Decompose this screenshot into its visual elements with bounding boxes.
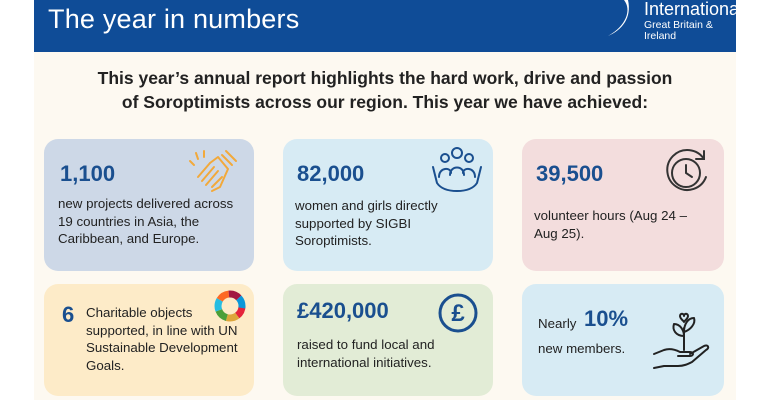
stat-prefix: Nearly xyxy=(538,316,577,331)
sdg-wheel-icon xyxy=(212,288,248,324)
intro-line-1: This year’s annual report highlights the hard work, drive and passion xyxy=(97,68,673,88)
stat-number: 10% xyxy=(584,306,629,331)
stat-number: 1,100 xyxy=(60,161,116,186)
stat-description: Charitable objects supported, in line with UN Sustainable Development Goals. xyxy=(86,305,238,373)
main-content xyxy=(34,52,736,400)
intro-line-2: of Soroptimists across our region. This year we have achieved: xyxy=(121,92,649,112)
stat-card-new-members xyxy=(522,284,724,396)
svg-text:£: £ xyxy=(451,300,465,327)
seedling-in-hand-icon xyxy=(650,310,714,370)
stat-number: 39,500 xyxy=(536,161,604,186)
pound-coin-icon xyxy=(437,292,479,334)
brand-subtitle: Great Britain & Ireland xyxy=(644,19,713,42)
stat-card-funds-raised xyxy=(283,284,493,396)
stat-card-projects xyxy=(44,139,254,271)
stat-description: women and girls directly supported by SIGBI Soroptimists. xyxy=(295,198,438,248)
clapping-hands-icon xyxy=(188,147,240,195)
stat-number: 82,000 xyxy=(297,161,365,186)
stat-card-charitable-objects xyxy=(44,284,254,396)
page-title: The year in numbers xyxy=(48,4,300,34)
brand-name: International xyxy=(644,0,744,19)
stat-number: £420,000 xyxy=(297,298,389,323)
stat-number: 6 xyxy=(62,302,75,327)
stat-card-volunteer-hours xyxy=(522,139,724,271)
stat-description: new members. xyxy=(538,341,626,356)
stat-description: volunteer hours (Aug 24 – Aug 25). xyxy=(534,208,688,241)
clock-icon xyxy=(660,147,712,197)
logo-swoosh-icon xyxy=(602,0,642,40)
stat-description: raised to fund local and international initiatives. xyxy=(297,337,435,370)
people-in-hands-icon xyxy=(431,145,483,195)
header-banner xyxy=(34,0,744,52)
stat-description: new projects delivered across 19 countries in Asia, the Caribbean, and Europe. xyxy=(58,196,234,246)
stat-card-women-supported xyxy=(283,139,493,271)
intro-text xyxy=(34,66,736,114)
